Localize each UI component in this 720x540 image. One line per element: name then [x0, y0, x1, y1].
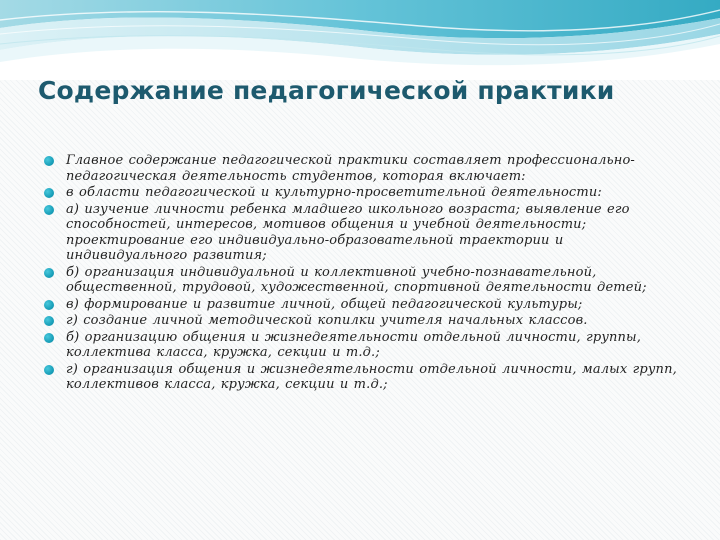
- slide-title: Содержание педагогической практики: [38, 76, 615, 105]
- list-item: [44, 185, 684, 201]
- bullet-icon: [44, 316, 54, 326]
- list-item-text: б) организацию общения и жизнедеятельности отдельной личности, группы, коллектива класса, кружка, секции и т.д.;: [66, 329, 642, 360]
- list-item-text: г) организация общения и жизнедеятельности отдельной личности, малых групп, коллективов класса, кружка, секции и т.д.;: [66, 361, 677, 392]
- list-item: [44, 202, 684, 264]
- list-item-text: в) формирование и развитие личной, общей педагогической культуры;: [66, 296, 583, 312]
- list-item-text: Главное содержание педагогической практики составляет профессионально- педагогическая деятельность студентов, которая включает:: [66, 153, 635, 184]
- list-item: [44, 153, 684, 184]
- bullet-icon: [44, 156, 54, 166]
- bullet-list: [44, 153, 684, 394]
- list-item: [44, 265, 684, 296]
- bullet-icon: [44, 300, 54, 310]
- list-item-text: а) изучение личности ребенка младшего школьного возраста; выявление его способностей, интересов, мотивов общения и учебной деятельности; проектирование его индивидуально-образовательной траектории и индивидуального развития;: [66, 201, 630, 263]
- bullet-icon: [44, 268, 54, 278]
- list-item-text: в области педагогической и культурно-просветительной деятельности:: [66, 185, 602, 200]
- list-item-text: б) организация индивидуальной и коллективной учебно-познавательной, общественной, трудовой, художественной, спортивной деятельности детей;: [66, 264, 647, 295]
- bullet-icon: [44, 365, 54, 375]
- bullet-icon: [44, 205, 54, 215]
- list-item: [44, 330, 684, 361]
- bullet-icon: [44, 333, 54, 343]
- list-item: [44, 362, 684, 393]
- list-item: [44, 313, 684, 329]
- list-item-text: г) создание личной методической копилки учителя начальных классов.: [66, 313, 588, 328]
- list-item: [44, 297, 684, 313]
- header-wave-decoration: [0, 0, 720, 80]
- bullet-icon: [44, 188, 54, 198]
